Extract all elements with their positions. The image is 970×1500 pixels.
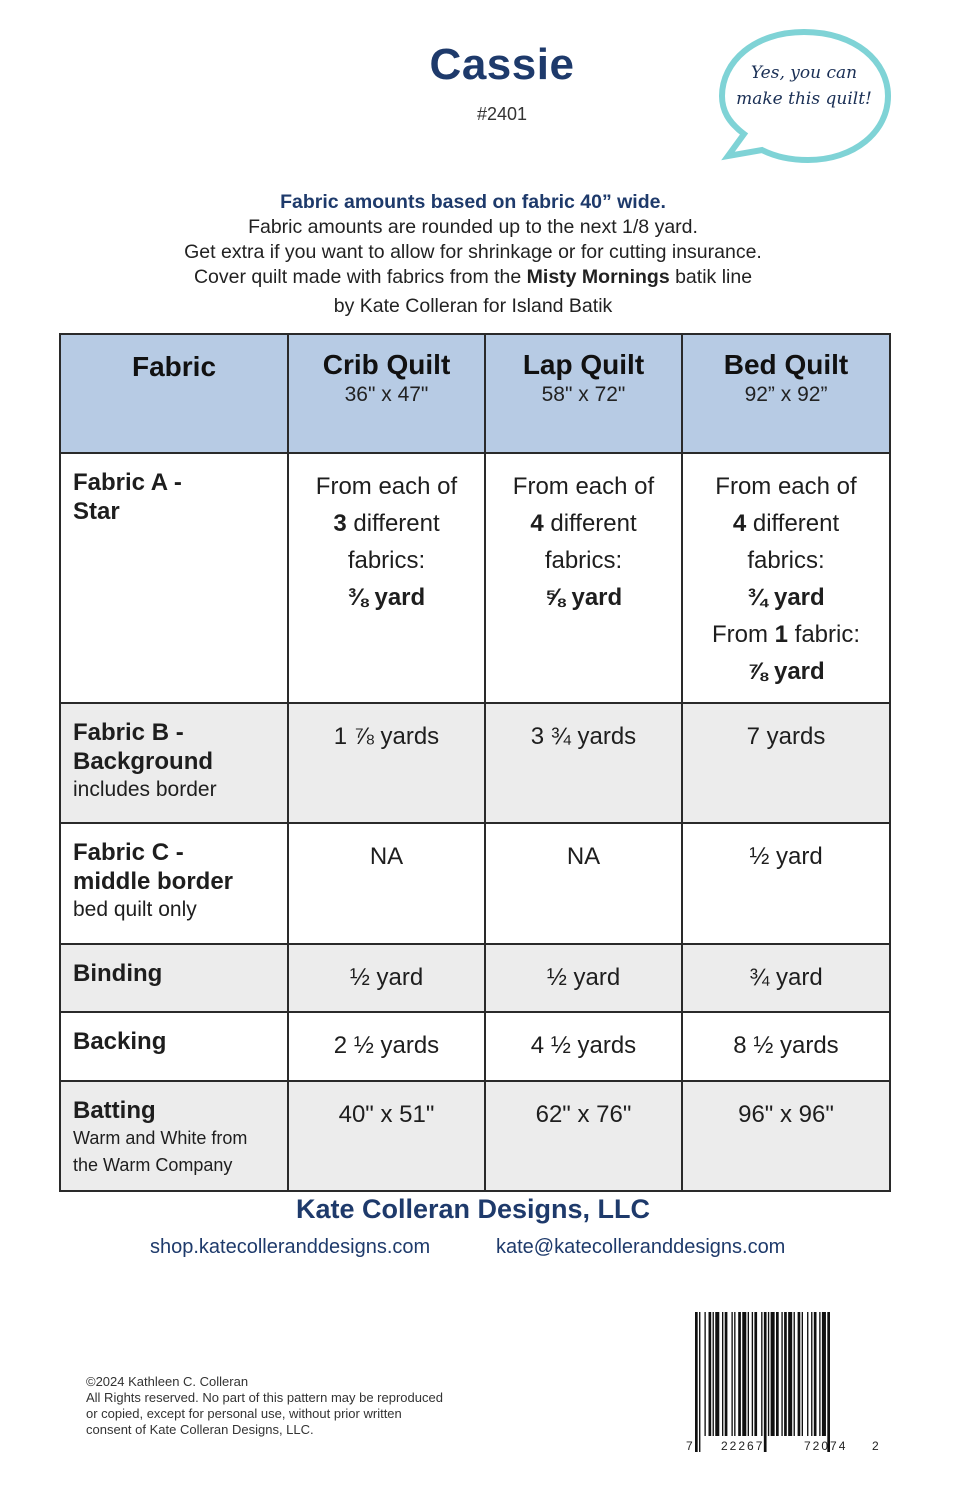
row-label-line: Batting <box>73 1097 156 1124</box>
cell-crib: 1 ⅞ yards <box>288 703 485 823</box>
copyright-line: ©2024 Kathleen C. Colleran <box>86 1374 249 1389</box>
intro-lead: Fabric amounts based on fabric 40” wide. <box>280 191 666 213</box>
cell-line <box>498 505 669 542</box>
col-title: Fabric <box>131 351 217 382</box>
barcode-bar <box>788 1312 792 1436</box>
row-label <box>60 453 288 703</box>
barcode-digits: 72074 <box>804 1439 848 1453</box>
col-title: Lap Quilt <box>522 349 645 380</box>
col-header-bed <box>682 334 890 453</box>
cell-line <box>695 505 877 542</box>
row-label <box>60 823 288 944</box>
barcode-bar <box>768 1312 769 1436</box>
cell-line: From each of <box>315 473 458 500</box>
bubble-line-1: Yes, you can <box>750 63 858 83</box>
barcode-digits: 22267 <box>721 1439 765 1453</box>
barcode-bar <box>734 1312 735 1436</box>
table-row-backing <box>60 1012 890 1081</box>
row-label-line: Fabric A - <box>73 469 182 496</box>
cell-crib: NA <box>288 823 485 944</box>
barcode-bar <box>822 1312 826 1436</box>
intro-line-2: Fabric amounts are rounded up to the next 1/8 yard. <box>248 216 698 238</box>
barcode-bar <box>761 1312 762 1436</box>
cell-lap <box>485 453 682 703</box>
row-label-line: Binding <box>73 960 163 987</box>
row-note: bed quilt only <box>73 898 197 921</box>
pattern-number: #2401 <box>476 104 528 124</box>
barcode-digit: 7 <box>686 1439 693 1453</box>
company-name: Kate Colleran Designs, LLC <box>295 1194 651 1224</box>
cell-bed: ½ yard <box>682 823 890 944</box>
fabric-intro <box>0 190 946 319</box>
row-label-line: Star <box>73 498 120 525</box>
col-title: Crib Quilt <box>322 349 451 380</box>
barcode-digit: 2 <box>872 1439 879 1453</box>
cell-amount: ¾ yard <box>747 584 825 611</box>
copyright-notice <box>86 1374 443 1438</box>
cell-line: From each of <box>512 473 655 500</box>
cell-line <box>301 505 472 542</box>
barcode-bar <box>776 1312 779 1436</box>
barcode-bar <box>784 1312 787 1436</box>
fabric-count: 1 <box>774 621 788 648</box>
cell-bed: 96" x 96" <box>682 1081 890 1191</box>
cell-text: different <box>346 510 440 537</box>
row-label <box>60 1012 288 1081</box>
barcode-bar <box>827 1312 830 1452</box>
cell-bed <box>682 453 890 703</box>
barcode-bar <box>695 1312 698 1452</box>
barcode-bar <box>725 1312 728 1436</box>
bubble-line-2: make this quilt! <box>736 89 872 109</box>
table-row-fabric-a <box>60 453 890 703</box>
barcode-bar <box>807 1312 808 1436</box>
cell-bed: 7 yards <box>682 703 890 823</box>
barcode-bar <box>738 1312 741 1436</box>
barcode-bar <box>781 1312 782 1436</box>
col-header-lap <box>485 334 682 453</box>
col-title: Bed Quilt <box>723 349 849 380</box>
row-note: includes border <box>73 778 217 801</box>
barcode-bar <box>819 1312 820 1436</box>
col-size: 92” x 92” <box>744 383 828 406</box>
barcode-bar <box>798 1312 801 1436</box>
barcode-bar <box>715 1312 719 1436</box>
cell-text: different <box>543 510 637 537</box>
fabric-count: 3 <box>333 510 347 537</box>
barcode-bar <box>731 1312 732 1436</box>
barcode-bar <box>754 1312 757 1436</box>
copyright-line: consent of Kate Colleran Designs, LLC. <box>86 1422 314 1437</box>
cell-crib: 40" x 51" <box>288 1081 485 1191</box>
cell-bed: 8 ½ yards <box>682 1012 890 1081</box>
barcode-bar <box>752 1312 753 1436</box>
cell-bed: ¾ yard <box>682 944 890 1012</box>
email-link[interactable]: kate@katecolleranddesigns.com <box>496 1236 786 1258</box>
cell-lap: NA <box>485 823 682 944</box>
cell-text: From <box>711 621 775 648</box>
row-label-line: Background <box>73 748 214 775</box>
row-label-line: Backing <box>73 1028 167 1055</box>
cell-crib <box>288 453 485 703</box>
col-size: 36" x 47" <box>344 383 429 406</box>
barcode <box>693 1312 883 1458</box>
table-header-row <box>60 334 890 453</box>
row-label <box>60 703 288 823</box>
barcode-bar <box>704 1312 705 1436</box>
shop-link[interactable]: shop.katecolleranddesigns.com <box>150 1236 431 1258</box>
row-label <box>60 1081 288 1191</box>
fabric-line-name: Misty Mornings <box>526 266 670 288</box>
intro-line-5: by Kate Colleran for Island Batik <box>333 295 613 317</box>
cell-crib: 2 ½ yards <box>288 1012 485 1081</box>
barcode-bar <box>764 1312 767 1452</box>
intro-line-4-pre: Cover quilt made with fabrics from the <box>193 266 527 288</box>
cell-lap: 3 ¾ yards <box>485 703 682 823</box>
cell-line: From each of <box>715 473 857 500</box>
row-label-line: Fabric B - <box>73 719 184 746</box>
fabric-count: 4 <box>732 510 747 537</box>
cell-line: fabrics: <box>347 547 426 574</box>
cell-lap: ½ yard <box>485 944 682 1012</box>
barcode-bar <box>814 1312 817 1436</box>
row-label-line: Fabric C - <box>73 839 184 866</box>
cell-amount: ⅜ yard <box>347 584 426 611</box>
bubble-text <box>726 60 882 112</box>
table-row-binding <box>60 944 890 1012</box>
cell-lap: 62" x 76" <box>485 1081 682 1191</box>
barcode-bar <box>771 1312 775 1436</box>
cell-amount: ⅝ yard <box>544 584 623 611</box>
table-row-batting <box>60 1081 890 1191</box>
row-label <box>60 944 288 1012</box>
col-header-crib <box>288 334 485 453</box>
copyright-line: All Rights reserved. No part of this pattern may be reproduced <box>86 1390 443 1405</box>
barcode-bar <box>811 1312 812 1436</box>
barcode-bar <box>713 1312 714 1436</box>
col-header-fabric <box>60 334 288 453</box>
cell-line <box>695 616 877 653</box>
row-note: Warm and White from <box>73 1128 248 1148</box>
cell-line: fabrics: <box>544 547 623 574</box>
barcode-bar <box>794 1312 795 1436</box>
copyright-line: or copied, except for personal use, without prior written <box>86 1406 402 1421</box>
cell-lap: 4 ½ yards <box>485 1012 682 1081</box>
cell-text: different <box>746 510 840 537</box>
cell-amount: ⅞ yard <box>747 658 825 685</box>
barcode-bar <box>709 1312 712 1436</box>
table-row-fabric-b <box>60 703 890 823</box>
barcode-bar <box>748 1312 749 1436</box>
intro-line-3: Get extra if you want to allow for shrinkage or for cutting insurance. <box>184 241 762 263</box>
row-note: the Warm Company <box>73 1155 233 1175</box>
row-label-line: middle border <box>73 868 234 895</box>
intro-line-4 <box>0 265 946 290</box>
barcode-bar <box>722 1312 723 1436</box>
fabric-count: 4 <box>530 510 544 537</box>
barcode-bar <box>742 1312 746 1436</box>
barcode-bar <box>802 1312 803 1436</box>
col-size: 58" x 72" <box>541 383 626 406</box>
cell-crib: ½ yard <box>288 944 485 1012</box>
table-row-fabric-c <box>60 823 890 944</box>
cell-text: fabric: <box>788 621 861 648</box>
pattern-title: Cassie <box>429 40 575 89</box>
intro-line-4-post: batik line <box>669 266 753 288</box>
barcode-bar <box>699 1312 700 1452</box>
cell-line: fabrics: <box>747 547 825 574</box>
fabric-requirements-table <box>59 333 891 1192</box>
